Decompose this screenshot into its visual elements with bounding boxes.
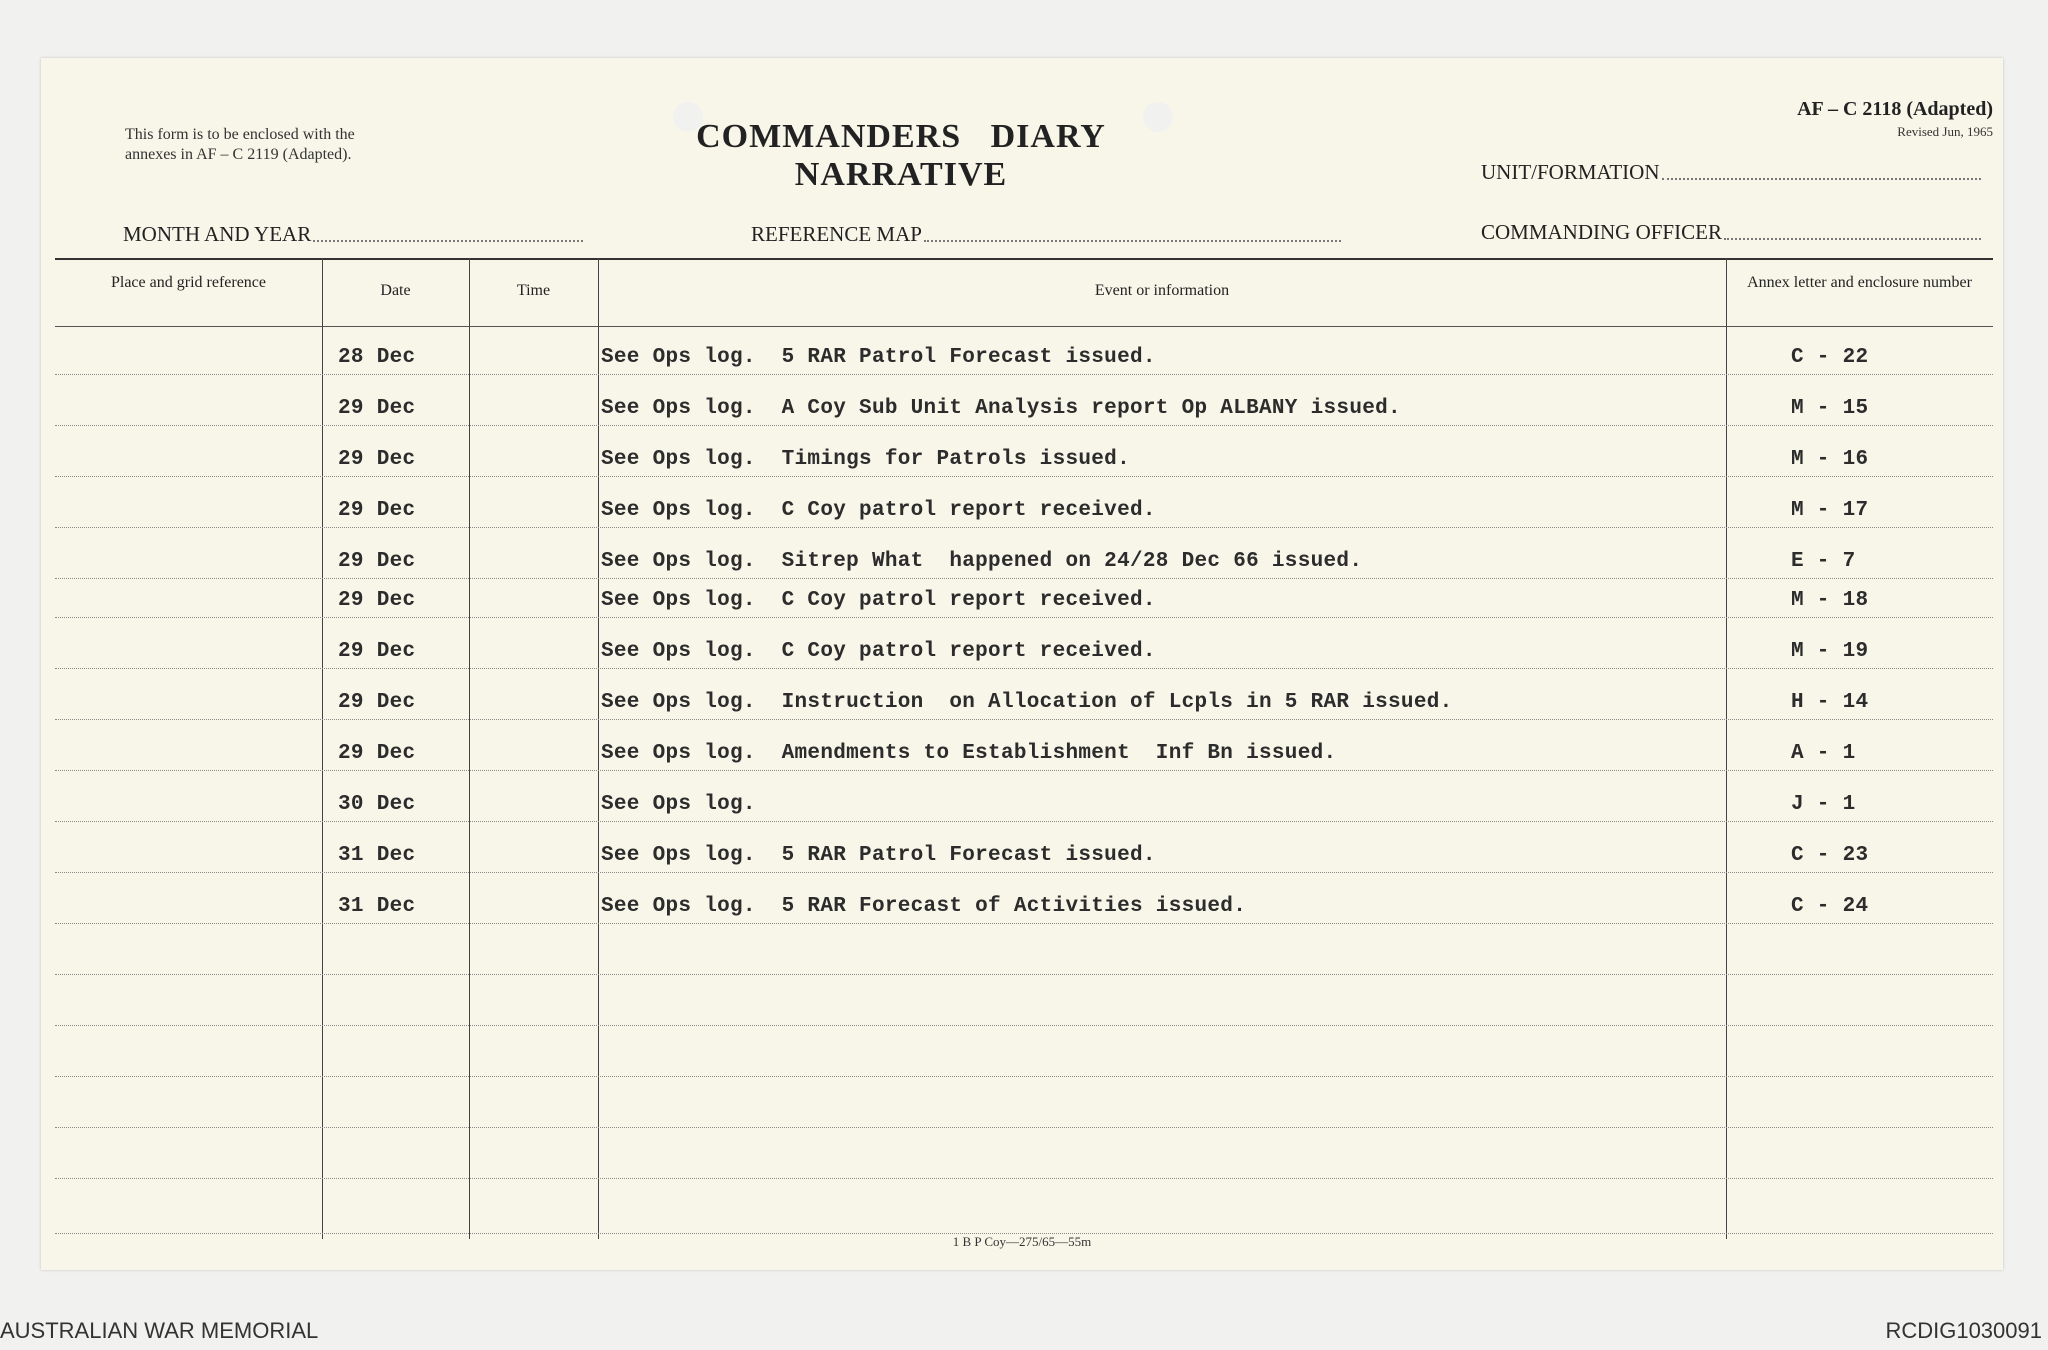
ruled-line: [55, 1025, 1993, 1026]
unit-formation-label: UNIT/FORMATION: [1481, 160, 1660, 184]
ruled-line: [55, 821, 1993, 822]
col-header-annex: Annex letter and enclosure number: [1747, 274, 1972, 291]
col-header-time: Time: [516, 282, 551, 299]
form-note-line: This form is to be enclosed with the: [125, 126, 355, 143]
entry-date: 29 Dec: [338, 589, 416, 612]
form-number: AF – C 2118 (Adapted): [1797, 98, 1993, 120]
entry-annex: E - 7: [1791, 550, 1856, 573]
entry-event: See Ops log. Amendments to Establishment Inf Bn issued.: [601, 742, 1337, 765]
entry-date: 29 Dec: [338, 550, 416, 573]
entry-annex: M - 15: [1791, 397, 1869, 420]
ruled-line: [55, 1076, 1993, 1077]
column-divider: [598, 258, 599, 1239]
col-header-date: Date: [380, 282, 411, 299]
ruled-line: [55, 719, 1993, 720]
entry-annex: A - 1: [1791, 742, 1856, 765]
entry-date: 29 Dec: [338, 499, 416, 522]
ruled-line: [55, 1127, 1993, 1128]
ruled-line: [55, 476, 1993, 477]
entry-date: 29 Dec: [338, 640, 416, 663]
entry-event: See Ops log. C Coy patrol report received.: [601, 589, 1156, 612]
entry-date: 29 Dec: [338, 742, 416, 765]
credit-left: AUSTRALIAN WAR MEMORIAL: [0, 1318, 319, 1343]
entry-event: See Ops log. Timings for Patrols issued.: [601, 448, 1130, 471]
reference-map-label: REFERENCE MAP: [751, 222, 922, 246]
entry-event: See Ops log. 5 RAR Patrol Forecast issued.: [601, 346, 1156, 369]
form-note: [125, 125, 355, 165]
entry-annex: H - 14: [1791, 691, 1869, 714]
unit-formation-dots: [1662, 177, 1982, 180]
entry-date: 31 Dec: [338, 844, 416, 867]
punch-hole: [1143, 102, 1173, 132]
entry-date: 29 Dec: [338, 691, 416, 714]
entry-event: See Ops log.: [601, 793, 756, 816]
entry-date: 28 Dec: [338, 346, 416, 369]
commanding-officer-field: [1481, 220, 1981, 245]
column-divider: [469, 258, 470, 1239]
ruled-line: [55, 872, 1993, 873]
ruled-line: [55, 770, 1993, 771]
entry-event: See Ops log. C Coy patrol report received.: [601, 640, 1156, 663]
table-top-rule: [55, 258, 1993, 260]
entry-annex: M - 16: [1791, 448, 1869, 471]
commanding-officer-dots: [1724, 237, 1981, 240]
ruled-line: [55, 425, 1993, 426]
ruled-line: [55, 617, 1993, 618]
entry-event: See Ops log. Sitrep What happened on 24/28 Dec 66 issued.: [601, 550, 1363, 573]
ruled-line: [55, 527, 1993, 528]
entry-date: 29 Dec: [338, 397, 416, 420]
ruled-line: [55, 1178, 1993, 1179]
entry-annex: M - 18: [1791, 589, 1869, 612]
unit-formation-field: [1481, 160, 1981, 185]
col-header-place: Place and grid reference: [110, 274, 266, 291]
table-header-rule: [55, 326, 1993, 327]
col-header-event: Event or information: [1094, 282, 1230, 299]
commanding-officer-label: COMMANDING OFFICER: [1481, 220, 1722, 244]
entry-date: 31 Dec: [338, 895, 416, 918]
ruled-line: [55, 923, 1993, 924]
month-year-label: MONTH AND YEAR: [123, 222, 312, 246]
entry-annex: C - 23: [1791, 844, 1869, 867]
ruled-line: [55, 974, 1993, 975]
reference-map-dots: [924, 239, 1341, 242]
month-year-field: [123, 222, 583, 247]
column-divider: [1726, 258, 1727, 1239]
form-revised: Revised Jun, 1965: [1897, 124, 1993, 139]
entry-event: See Ops log. Instruction on Allocation of Lcpls in 5 RAR issued.: [601, 691, 1453, 714]
entry-annex: C - 24: [1791, 895, 1869, 918]
column-divider: [322, 258, 323, 1239]
entry-annex: C - 22: [1791, 346, 1869, 369]
print-footer: 1 B P Coy—275/65—55m: [952, 1234, 1092, 1249]
ruled-line: [55, 668, 1993, 669]
diary-form-sheet: [41, 58, 2003, 1270]
entry-annex: J - 1: [1791, 793, 1856, 816]
entry-event: See Ops log. 5 RAR Patrol Forecast issued.: [601, 844, 1156, 867]
month-year-dots: [313, 239, 583, 242]
entry-event: See Ops log. A Coy Sub Unit Analysis report Op ALBANY issued.: [601, 397, 1401, 420]
ruled-line: [55, 374, 1993, 375]
form-title: COMMANDERS DIARY NARRATIVE: [696, 118, 1106, 193]
entry-date: 30 Dec: [338, 793, 416, 816]
reference-map-field: [751, 222, 1341, 247]
entry-annex: M - 17: [1791, 499, 1869, 522]
entry-annex: M - 19: [1791, 640, 1869, 663]
entry-date: 29 Dec: [338, 448, 416, 471]
entry-event: See Ops log. 5 RAR Forecast of Activities issued.: [601, 895, 1247, 918]
ruled-line: [55, 578, 1993, 579]
credit-right: RCDIG1030091: [1885, 1318, 2042, 1343]
form-note-line: annexes in AF – C 2119 (Adapted).: [125, 146, 352, 163]
entry-event: See Ops log. C Coy patrol report received.: [601, 499, 1156, 522]
